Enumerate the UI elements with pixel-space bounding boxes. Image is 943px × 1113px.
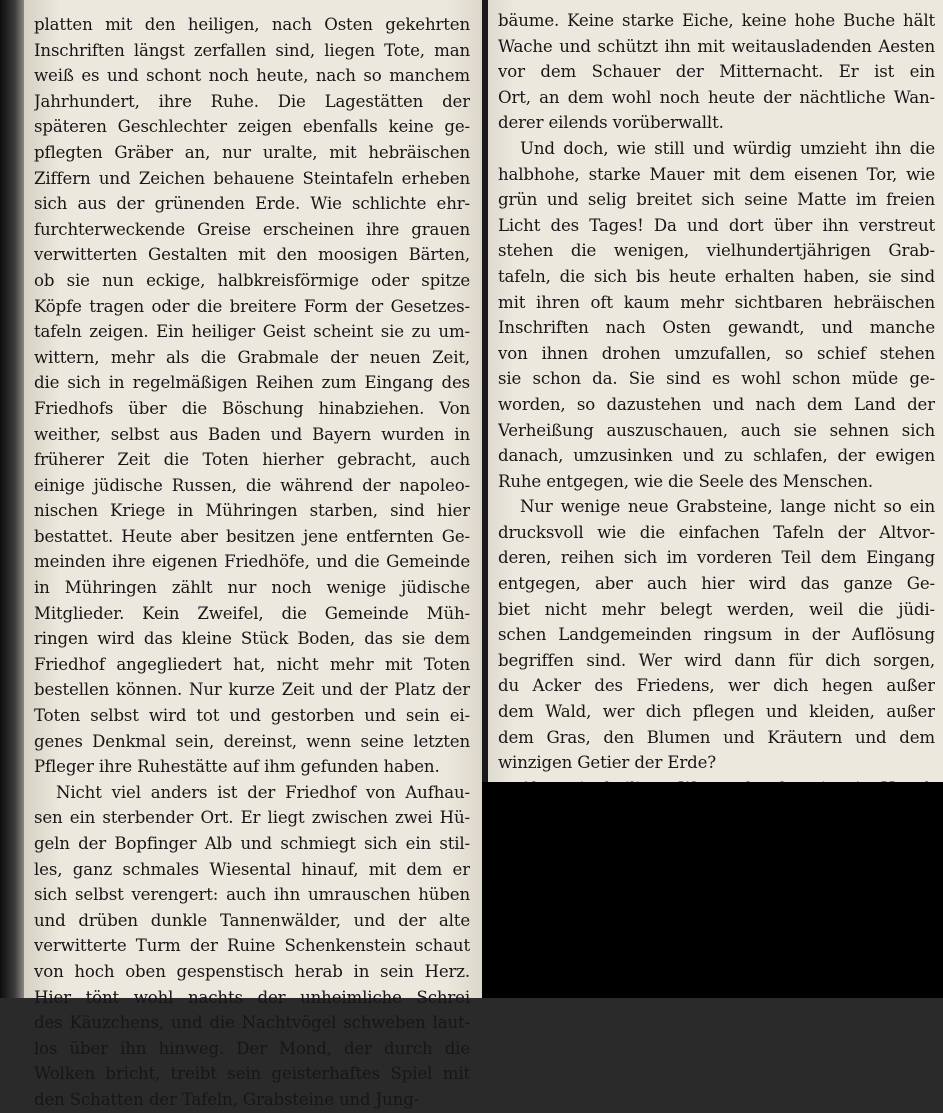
text-line: Und doch, wie still und würdig umzieht ihn die bbox=[520, 138, 935, 158]
text-line: begriffen sind. Wer wird dann für dich sorgen, bbox=[498, 650, 935, 670]
text-line: Ruhe entgegen, wie die Seele des Menschen. bbox=[498, 471, 874, 491]
text-line: deren, reihen sich im vorderen Teil dem Eingang bbox=[498, 548, 935, 568]
paragraph bbox=[34, 12, 470, 780]
text-line: sich selbst verengert: auch ihn umrauschen hüben bbox=[34, 885, 470, 905]
text-line: Ort, an dem wohl noch heute der nächtliche Wan- bbox=[498, 87, 935, 107]
text-line: späteren Geschlechter zeigen ebenfalls keine ge- bbox=[34, 117, 470, 137]
text-line: die sich in regelmäßigen Reihen zum Eingang des bbox=[34, 373, 470, 393]
text-line: Jahrhundert, ihre Ruhe. Die Lagestätten der bbox=[34, 91, 470, 111]
text-line: schen Landgemeinden ringsum in der Auflösung bbox=[498, 625, 935, 645]
text-line: dem Gras, den Blumen und Kräutern und dem bbox=[498, 727, 935, 747]
text-line: tafeln zeigen. Ein heiliger Geist scheint sie zu um- bbox=[34, 322, 470, 342]
text-line: halbhohe, starke Mauer mit dem eisenen Tor, wie bbox=[498, 164, 935, 184]
paragraph bbox=[498, 494, 935, 776]
text-line: Mitglieder. Kein Zweifel, die Gemeinde Müh- bbox=[34, 603, 470, 623]
paragraph bbox=[498, 8, 935, 136]
text-line: ringen wird das kleine Stück Boden, das sie dem bbox=[34, 629, 470, 649]
text-line: drucksvoll wie die einfachen Tafeln der Altvor- bbox=[498, 522, 935, 542]
paragraph bbox=[498, 136, 935, 494]
text-line: Verheißung auszuschauen, auch sie sehnen sich bbox=[498, 420, 935, 440]
text-line: worden, so dazustehen und nach dem Land der bbox=[498, 394, 935, 414]
text-column-right bbox=[488, 0, 943, 782]
text-line: platten mit den heiligen, nach Osten gekehrten bbox=[34, 15, 470, 34]
text-line: weither, selbst aus Baden und Bayern wurden in bbox=[34, 424, 470, 444]
text-line: Inschriften nach Osten gewandt, und manche bbox=[498, 318, 935, 338]
text-line: los über ihn hinweg. Der Mond, der durch die bbox=[34, 1038, 470, 1058]
text-line: winzigen Getier der Erde? bbox=[498, 753, 717, 773]
text-line: pflegten Gräber an, nur uralte, mit hebräischen bbox=[34, 142, 470, 162]
text-line: entgegen, aber auch hier wird das ganze Ge- bbox=[498, 574, 935, 594]
text-line: Wolken bricht, treibt sein geisterhaftes Spiel mit bbox=[34, 1064, 470, 1084]
text-line: vor dem Schauer der Mitternacht. Er ist ein bbox=[498, 62, 935, 82]
text-line: nischen Kriege in Mühringen starben, sind hier bbox=[34, 501, 470, 521]
paragraph bbox=[34, 780, 470, 1113]
text-line: Friedhofs über die Böschung hinabziehen. Von bbox=[34, 398, 470, 418]
text-line: verwitterten Gestalten mit den moosigen Bärten, bbox=[34, 245, 470, 265]
text-line: les, ganz schmales Wiesental hinauf, mit dem er bbox=[34, 859, 470, 879]
text-line: verwitterte Turm der Ruine Schenkenstein schaut bbox=[34, 936, 470, 956]
text-line: bestellen können. Nur kurze Zeit und der Platz der bbox=[34, 680, 470, 700]
text-line: tafeln, die sich bis heute erhalten haben, sie sind bbox=[498, 266, 935, 286]
text-line: mit ihren oft kaum mehr sichtbaren hebräischen bbox=[498, 292, 935, 312]
text-line: biet nicht mehr belegt werden, weil die jüdi- bbox=[498, 599, 935, 619]
text-line: furchterweckende Greise erscheinen ihre grauen bbox=[34, 219, 470, 239]
text-line: geln der Bopfinger Alb und schmiegt sich ein stil- bbox=[34, 834, 470, 853]
text-line: ob sie nun eckige, halbkreisförmige oder spitze bbox=[34, 270, 470, 290]
text-line: Hier tönt wohl nachts der unheimliche Schrei bbox=[34, 987, 470, 1007]
text-column-left bbox=[24, 0, 482, 1109]
text-line: weiß es und schont noch heute, nach so manchem bbox=[34, 66, 470, 86]
text-line: du Acker des Friedens, wer dich hegen außer bbox=[498, 676, 935, 696]
scan-edge-shadow bbox=[0, 0, 24, 998]
text-line: Nur wenige neue Grabsteine, lange nicht so ein bbox=[520, 497, 935, 517]
text-line: Toten selbst wird tot und gestorben und sein ei- bbox=[34, 706, 470, 726]
text-line: Köpfe tragen oder die breitere Form der Gesetzes- bbox=[34, 296, 470, 316]
text-line: sen ein sterbender Ort. Er liegt zwischen zwei Hü- bbox=[34, 808, 470, 828]
text-line: bäume. Keine starke Eiche, keine hohe Buche hält bbox=[498, 11, 935, 30]
text-line: einige jüdische Russen, die während der napoleo- bbox=[34, 475, 470, 495]
text-line: von ihnen drohen umzufallen, so schief stehen bbox=[498, 343, 935, 363]
text-line: Ziffern und Zeichen behauene Steintafeln erheben bbox=[34, 168, 470, 188]
text-line: von hoch oben gespenstisch herab in sein Herz. bbox=[34, 961, 470, 981]
text-line: sich aus der grünenden Erde. Wie schlichte ehr- bbox=[34, 194, 470, 214]
text-line: in Mühringen zählt nur noch wenige jüdische bbox=[34, 578, 470, 598]
text-line: grün und selig breitet sich seine Matte im freien bbox=[498, 190, 935, 210]
text-line: dem Wald, wer dich pflegen und kleiden, außer bbox=[498, 702, 935, 722]
text-line: und drüben dunkle Tannenwälder, und der alte bbox=[34, 910, 470, 930]
text-line: stehen die wenigen, vielhundertjährigen Grab- bbox=[498, 241, 935, 261]
text-line: den Schatten der Tafeln, Grabsteine und Jung- bbox=[34, 1089, 420, 1109]
text-line: meinden ihre eigenen Friedhöfe, und die Gemeinde bbox=[34, 552, 470, 572]
text-line: genes Denkmal sein, dereinst, wenn seine letzten bbox=[34, 731, 470, 751]
text-line: Pfleger ihre Ruhestätte auf ihm gefunden haben. bbox=[34, 757, 440, 777]
text-line: Inschriften längst zerfallen sind, liegen Tote, man bbox=[34, 40, 470, 60]
text-line: des Käuzchens, und die Nachtvögel schweben laut- bbox=[34, 1013, 470, 1033]
text-line: Nicht viel anders ist der Friedhof von Aufhau- bbox=[56, 782, 470, 802]
text-line: früherer Zeit die Toten hierher gebracht, auch bbox=[34, 450, 470, 470]
text-line: wittern, mehr als die Grabmale der neuen Zeit, bbox=[34, 347, 470, 367]
text-line: derer eilends vorüberwallt. bbox=[498, 113, 724, 133]
text-line: Friedhof angegliedert hat, nicht mehr mit Toten bbox=[34, 654, 470, 674]
text-line: sie schon da. Sie sind es wohl schon müde ge- bbox=[498, 369, 935, 389]
text-line: danach, umzusinken und zu schlafen, der ewigen bbox=[498, 446, 935, 466]
text-line: Licht des Tages! Da und dort über ihn verstreut bbox=[498, 215, 935, 235]
text-line: Wache und schützt ihn mit weitausladenden Aesten bbox=[498, 36, 935, 56]
blank-scan-area bbox=[482, 782, 943, 998]
text-line: bestattet. Heute aber besitzen jene entfernten Ge- bbox=[34, 526, 470, 546]
